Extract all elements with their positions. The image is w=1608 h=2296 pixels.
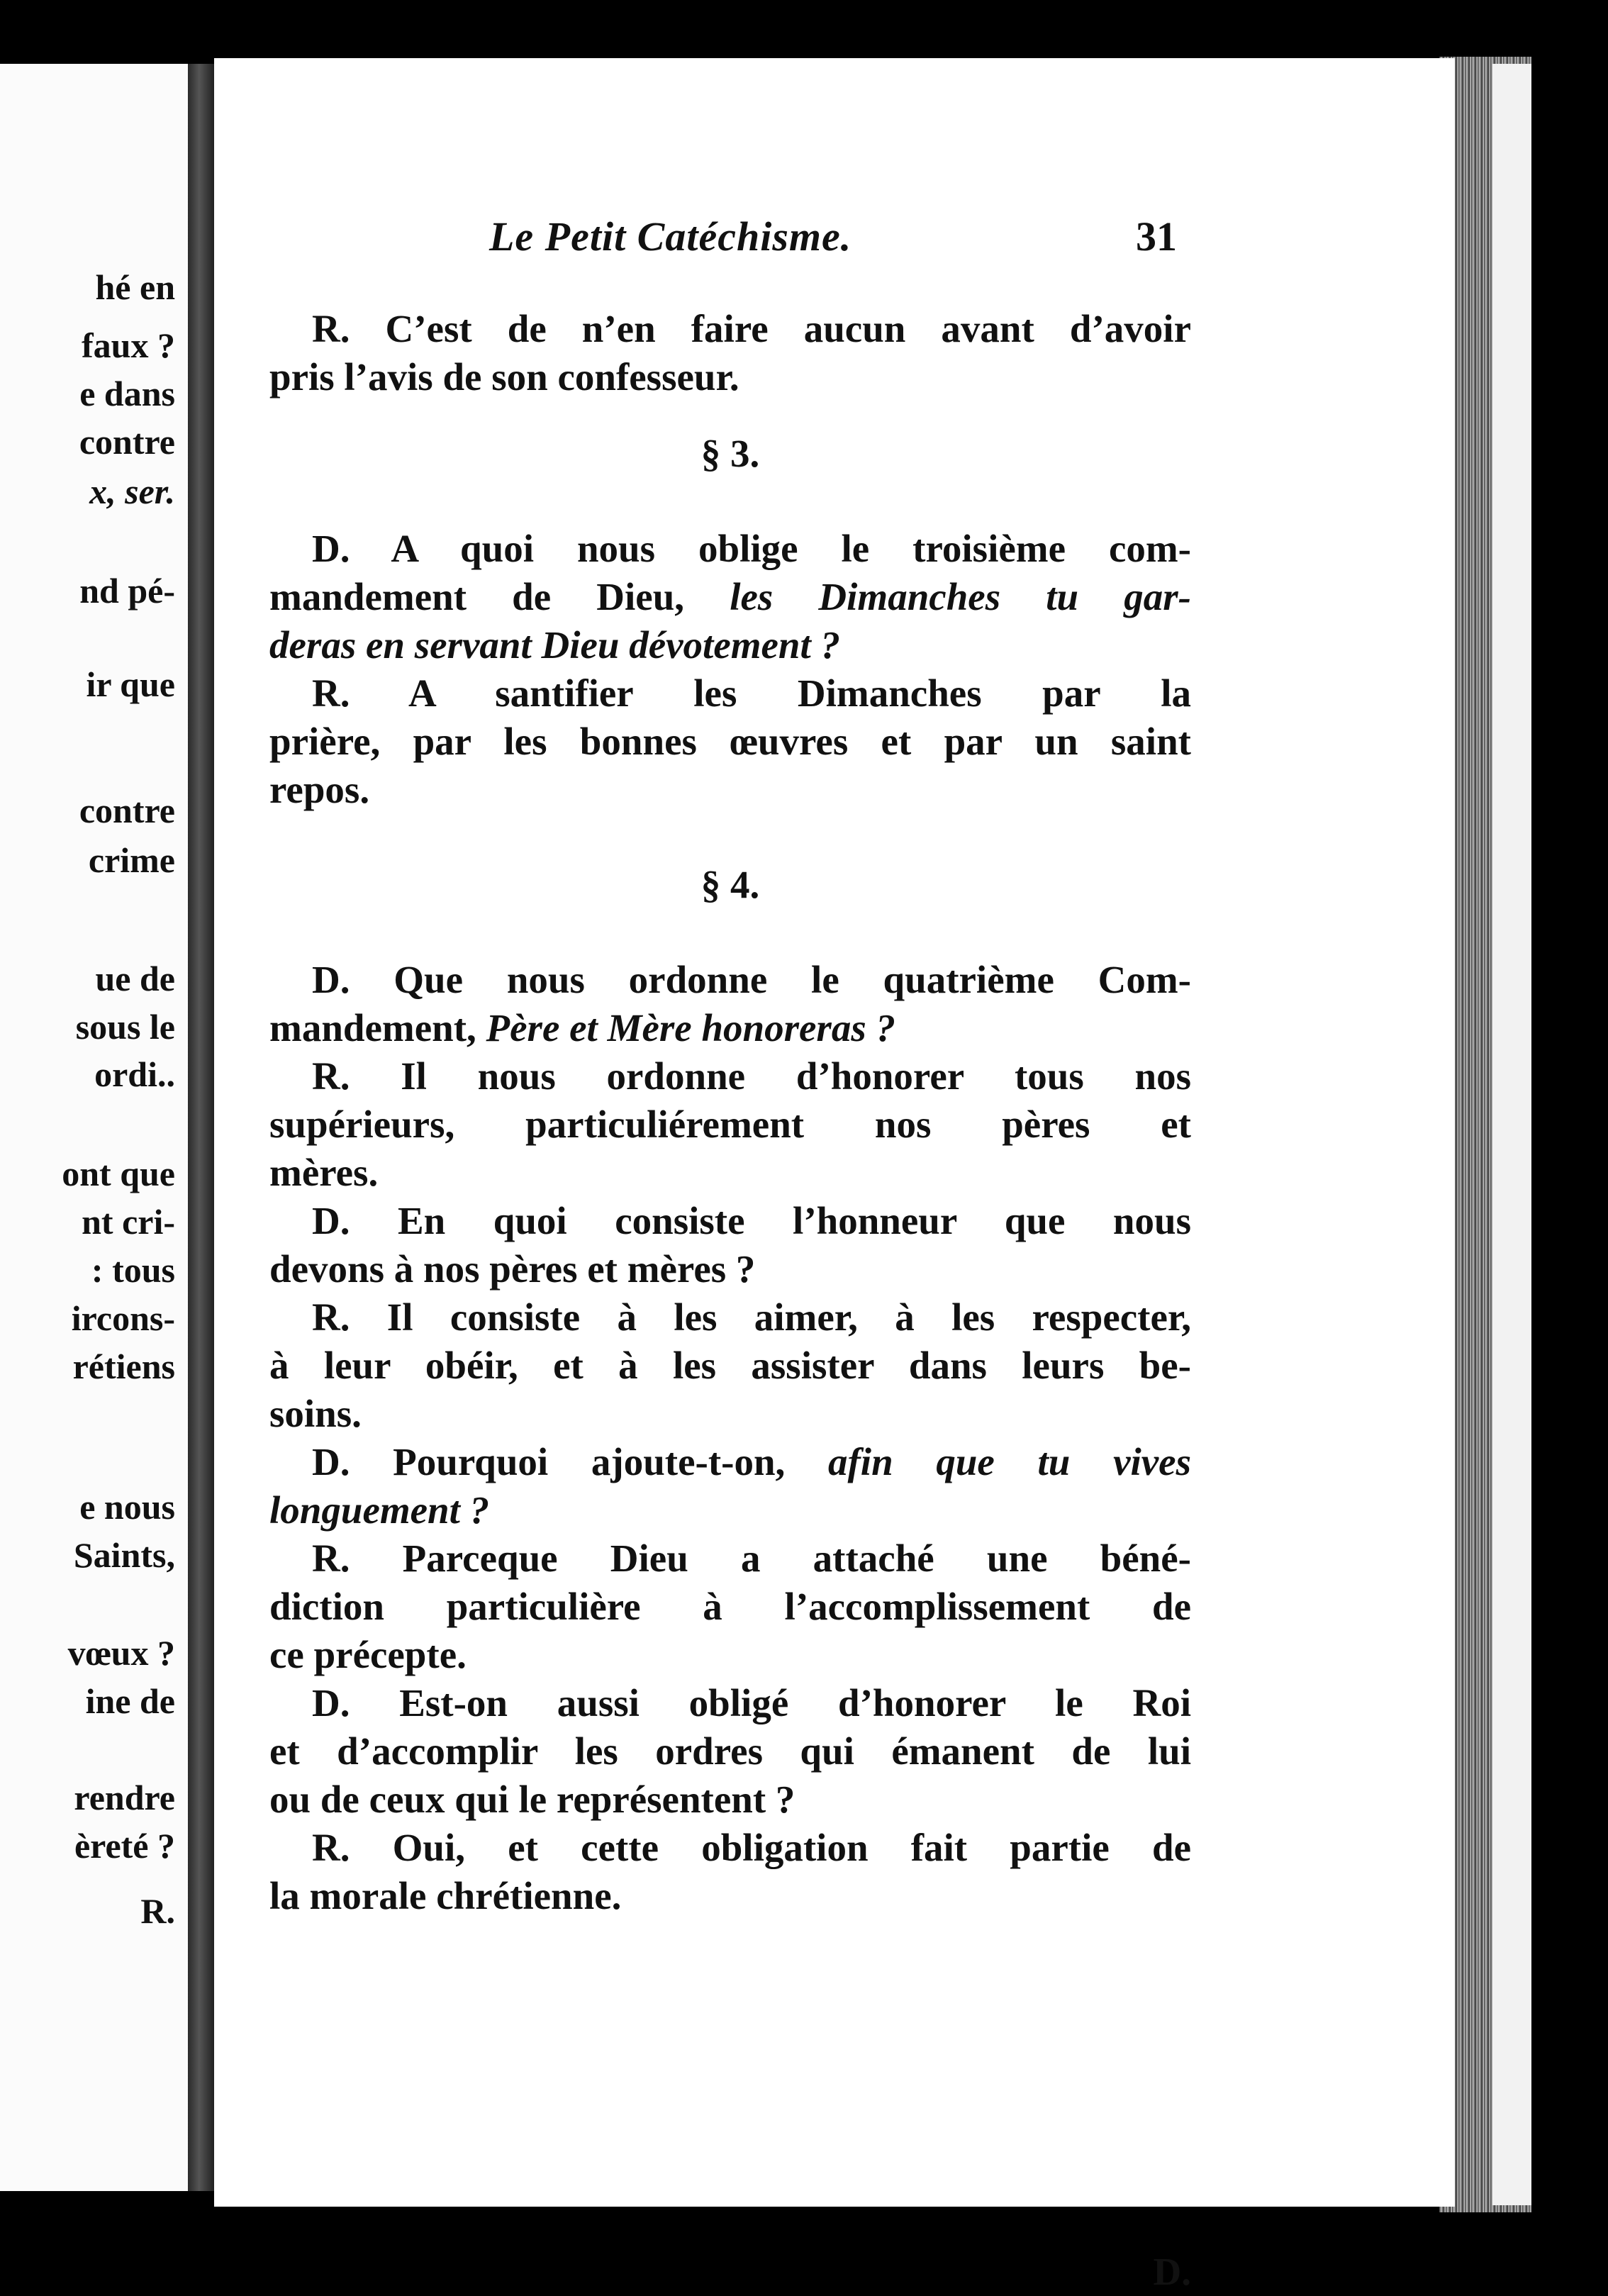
text-line: R. Il nous ordonne d’honorer tous nos: [312, 1054, 1191, 1098]
text-line: repos.: [269, 768, 370, 811]
italic-run: afin que tu vives: [827, 1440, 1191, 1483]
text-line: D. A quoi nous oblige le troisième com-: [312, 527, 1191, 570]
text-line: R. Parceque Dieu a attaché une béné-: [312, 1537, 1191, 1580]
left-page-fragment: rendre: [74, 1778, 175, 1817]
left-page-fragment: ue de: [95, 959, 175, 998]
text-line: [269, 1004, 1191, 1052]
catchword: D.: [1153, 2250, 1191, 2293]
text-line: deras en servant Dieu dévotement ?: [269, 623, 841, 667]
text-line: prière, par les bonnes œuvres et par un saint: [269, 720, 1191, 763]
left-page-fragment: èreté ?: [74, 1826, 175, 1866]
question-paragraph: [269, 1197, 1191, 1293]
left-page-fragment: ont que: [62, 1154, 175, 1193]
left-page-fragment: contre: [79, 791, 175, 830]
answer-paragraph: [269, 1534, 1191, 1679]
left-page-fragment: R.: [140, 1891, 175, 1931]
answer-paragraph: [269, 305, 1191, 401]
text-line: D. En quoi consiste l’honneur que nous: [312, 1199, 1191, 1242]
left-page-fragment: ir que: [86, 664, 175, 704]
answer-paragraph: [269, 1052, 1191, 1197]
text-line: la morale chrétienne.: [269, 1874, 622, 1917]
page-number: 31: [1136, 213, 1177, 260]
left-page-fragment: vœux ?: [67, 1633, 175, 1673]
italic-run: les Dimanches tu gar-: [730, 575, 1191, 618]
text-line: pris l’avis de son confesseur.: [269, 355, 739, 399]
answer-paragraph: [269, 1293, 1191, 1438]
left-page-fragment: crime: [88, 840, 175, 880]
text-line: longuement ?: [269, 1488, 490, 1532]
text-line: mères.: [269, 1151, 379, 1194]
left-page-fragment: faux ?: [82, 325, 175, 365]
left-page-fragment: nt cri-: [82, 1202, 175, 1242]
text-line: R. A santifier les Dimanches par la: [312, 671, 1191, 715]
question-paragraph: [269, 1679, 1191, 1824]
running-head: Le Petit Catéchisme.: [489, 213, 852, 260]
text-line: diction particulière à l’accomplissement de: [269, 1585, 1191, 1628]
question-paragraph: [269, 1438, 1191, 1534]
text-run: mandement,: [269, 1006, 486, 1049]
text-line: soins.: [269, 1392, 362, 1435]
text-line: et d’accomplir les ordres qui émanent de lui: [269, 1729, 1191, 1773]
text-line: [269, 573, 1191, 621]
text-line: R. C’est de n’en faire aucun avant d’avoir: [312, 307, 1191, 350]
text-line: ou de ceux qui le représentent ?: [269, 1778, 795, 1821]
left-page-fragment: Saints,: [73, 1535, 175, 1575]
left-page-fragment: sous le: [75, 1007, 175, 1047]
question-paragraph: [269, 956, 1191, 1052]
text-line: devons à nos pères et mères ?: [269, 1247, 756, 1291]
left-page-fragment: rétiens: [72, 1347, 175, 1386]
section-heading-4: § 4.: [700, 863, 760, 906]
left-page-fragment: : tous: [91, 1250, 175, 1290]
text-run: D. Pourquoi ajoute-t-on,: [312, 1440, 828, 1483]
text-line: R. Oui, et cette obligation fait partie de: [312, 1826, 1191, 1869]
text-line: R. Il consiste à les aimer, à les respecter,: [312, 1295, 1191, 1339]
gutter-shadow: [188, 64, 216, 2191]
left-page-fragment: nd pé-: [79, 571, 175, 611]
page-header: [489, 213, 1177, 277]
text-line: [269, 1438, 1191, 1486]
section-heading-3: § 3.: [700, 432, 760, 475]
left-page-fragment: e dans: [79, 374, 175, 413]
answer-paragraph: [269, 1824, 1191, 1920]
text-line: à leur obéir, et à les assister dans leurs be-: [269, 1344, 1191, 1387]
text-line: D. Est-on aussi obligé d’honorer le Roi: [312, 1681, 1191, 1724]
page-body: [269, 305, 1191, 2293]
left-page-fragment: ordi..: [94, 1054, 175, 1094]
page-edge-light: [1492, 64, 1531, 2205]
left-page-fragment: e nous: [79, 1487, 175, 1527]
text-line: D. Que nous ordonne le quatrième Com-: [312, 958, 1191, 1001]
left-page-fragment: hé en: [95, 267, 175, 307]
left-page-fragment: contre: [79, 422, 175, 462]
text-run: mandement de Dieu,: [269, 575, 730, 618]
text-line: supérieurs, particuliérement nos pères et: [269, 1103, 1191, 1146]
text-line: ce précepte.: [269, 1633, 467, 1676]
italic-run: Père et Mère honoreras ?: [486, 1006, 895, 1049]
answer-paragraph: [269, 669, 1191, 814]
left-page-fragment: x, ser.: [89, 472, 175, 511]
question-paragraph: [269, 525, 1191, 669]
left-facing-page: [0, 64, 188, 2191]
left-page-fragment: ircons-: [71, 1298, 175, 1338]
left-page-fragment: ine de: [85, 1681, 175, 1721]
